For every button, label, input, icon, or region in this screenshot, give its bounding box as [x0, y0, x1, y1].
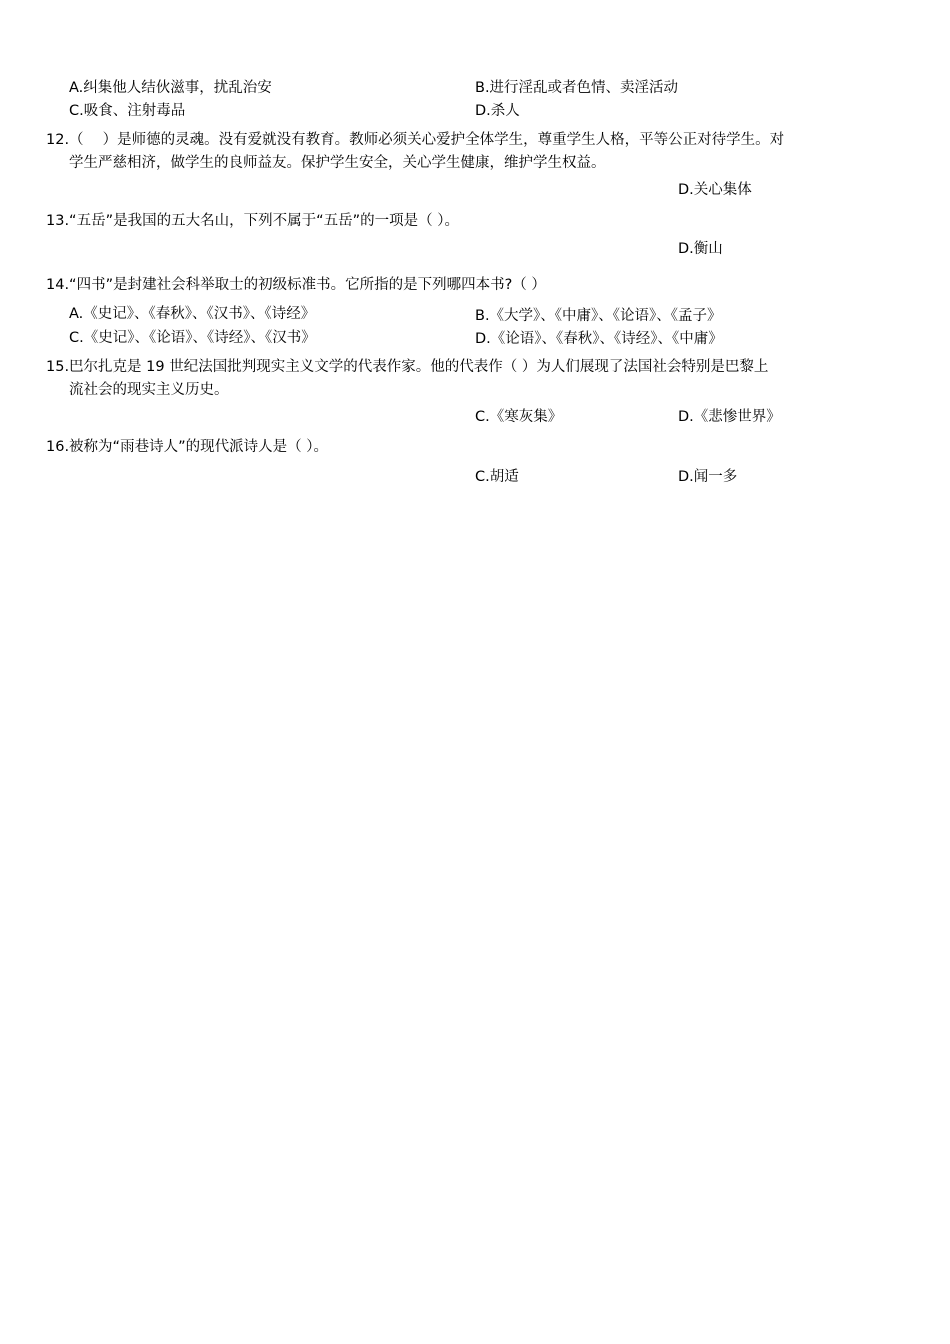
q12-stem-line2: 学生严慈相济，做学生的良师益友。保护学生安全，关心学生健康，维护学生权益。: [69, 155, 606, 171]
q11-option-c: C.吸食、注射毒品: [69, 103, 186, 119]
q14-option-c: C.《史记》、《论语》、《诗经》、《汉书》: [69, 330, 316, 346]
q15-stem-line2: 流社会的现实主义历史。: [69, 382, 229, 398]
q16-option-c: C.胡适: [475, 469, 519, 485]
q14-stem: 14.“四书”是封建社会科举取士的初级标准书。它所指的是下列哪四本书?（ ）: [46, 277, 546, 293]
q11-option-a: A.纠集他人结伙滋事，扰乱治安: [69, 80, 272, 96]
q16-option-d: D.闻一多: [678, 469, 738, 485]
q13-stem: 13.“五岳”是我国的五大名山，下列不属于“五岳”的一项是（ ）。: [46, 213, 459, 229]
q15-option-c: C.《寒灰集》: [475, 409, 563, 425]
q13-option-d: D.衡山: [678, 241, 723, 257]
q14-option-a: A.《史记》、《春秋》、《汉书》、《诗经》: [69, 306, 316, 322]
q14-option-d: D.《论语》、《春秋》、《诗经》、《中庸》: [475, 331, 723, 347]
q12-option-d: D.关心集体: [678, 182, 752, 198]
q11-option-d: D.杀人: [475, 103, 520, 119]
q14-option-b: B.《大学》、《中庸》、《论语》、《孟子》: [475, 308, 722, 324]
q12-stem-line1: 12.（ ）是师德的灵魂。没有爱就没有教育。教师必须关心爱护全体学生，尊重学生人格，平等公正对待学生。对: [46, 132, 785, 148]
q15-stem-line1: 15.巴尔扎克是 19 世纪法国批判现实主义文学的代表作家。他的代表作（ ）为人们展现了法国社会特别是巴黎上: [46, 359, 769, 375]
q11-option-b: B.进行淫乱或者色情、卖淫活动: [475, 80, 679, 96]
q16-stem: 16.被称为“雨巷诗人”的现代派诗人是（ ）。: [46, 439, 328, 455]
q15-option-d: D.《悲惨世界》: [678, 409, 781, 425]
